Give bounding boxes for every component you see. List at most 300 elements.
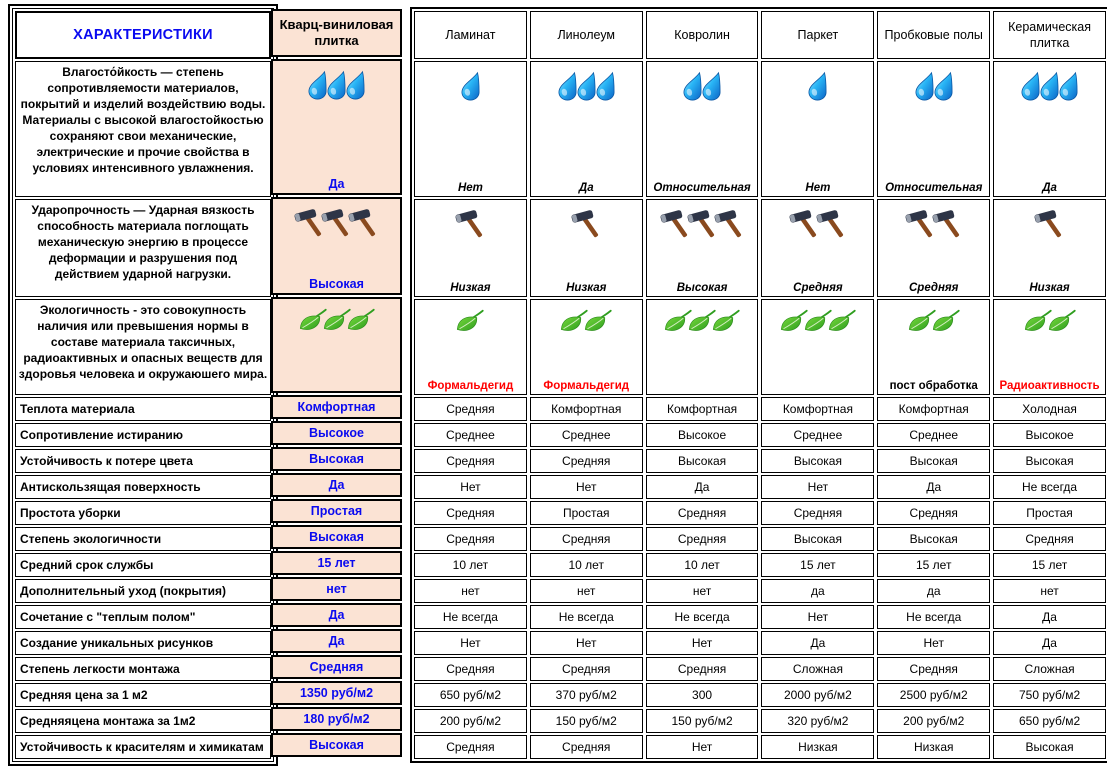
material-value-text: Да — [810, 636, 826, 650]
featured-value-cell — [271, 707, 402, 731]
material-value-text: Нет — [576, 636, 597, 650]
material-value-cell — [877, 501, 990, 525]
material-icon-caption: Средняя — [908, 282, 959, 294]
characteristic-label-text: Средняяцена монтажа за 1м2 — [20, 714, 196, 728]
water-drop-icon — [458, 71, 483, 101]
material-value-text: 2000 руб/м2 — [783, 688, 852, 702]
characteristic-label — [15, 605, 271, 629]
material-value-text: 200 руб/м2 — [439, 714, 501, 728]
material-value-text: Средняя — [1025, 532, 1074, 546]
material-value-cell — [993, 527, 1106, 551]
featured-value-text: Высокое — [309, 426, 364, 440]
material-value-cell — [530, 553, 643, 577]
material-value-text: Не всегда — [442, 610, 498, 624]
material-value-text: Средняя — [562, 740, 611, 754]
material-value-text: Средняя — [446, 506, 495, 520]
material-value-cell — [646, 449, 759, 473]
hammer-icon — [570, 209, 603, 242]
rating-icons — [808, 71, 827, 101]
featured-column-quartz-vinyl — [271, 9, 402, 757]
material-value-text: Нет — [923, 636, 944, 650]
material-value-text: 15 лет — [1031, 558, 1068, 572]
featured-value-text: Средняя — [309, 660, 364, 674]
material-value-cell — [414, 657, 527, 681]
material-value-text: Да — [694, 480, 710, 494]
material-value-text: Среднее — [793, 428, 843, 442]
material-value-text: 15 лет — [915, 558, 952, 572]
material-header-label: Паркет — [797, 27, 839, 42]
featured-value-text: нет — [326, 582, 347, 596]
material-value-cell — [530, 449, 643, 473]
featured-value-cell — [271, 681, 402, 705]
material-value-text: Среднее — [561, 428, 611, 442]
material-value-cell — [646, 501, 759, 525]
characteristic-description-eco — [15, 299, 271, 395]
material-icon-caption: Низкая — [566, 282, 607, 294]
materials-columns — [414, 11, 1106, 759]
material-value-text: Высокая — [1025, 454, 1074, 468]
characteristics-panel — [8, 4, 278, 766]
description-text: Влагосто́йкость — степень сопротивляемости материалов, покрытий и изделий воздействию воды. Материалы с высокой влагостойкостью сохраняют свои механические, электрические и прочие свойства в условиях интенсивного увлажнения. — [20, 65, 266, 175]
material-value-text: Низкая — [913, 740, 954, 754]
rating-icons — [662, 209, 743, 242]
material-value-cell — [414, 605, 527, 629]
featured-impact-cell — [271, 197, 402, 295]
material-moisture-cell — [646, 61, 759, 197]
material-value-cell — [761, 683, 874, 707]
material-eco-cell — [530, 299, 643, 395]
rating-icons — [308, 70, 365, 100]
material-impact-cell — [530, 199, 643, 297]
material-value-text: 150 руб/м2 — [555, 714, 617, 728]
material-value-cell — [993, 475, 1106, 499]
water-drop-icon — [805, 71, 830, 101]
featured-column-cells — [271, 9, 402, 757]
material-value-text: 300 — [692, 688, 713, 702]
material-header — [877, 11, 990, 59]
rating-icons — [1021, 71, 1078, 101]
material-column-Ковролин — [646, 11, 759, 759]
material-value-cell — [993, 501, 1106, 525]
material-value-text: Средняя — [677, 532, 727, 546]
material-value-text: 200 руб/м2 — [903, 714, 965, 728]
material-value-cell — [646, 579, 759, 603]
characteristic-label — [15, 631, 271, 655]
material-value-text: Средняя — [446, 662, 495, 676]
rating-icons — [558, 71, 615, 101]
material-icon-caption: пост обработка — [889, 380, 978, 392]
material-value-cell — [761, 475, 874, 499]
rating-icons — [791, 209, 845, 242]
material-value-text: Высокая — [909, 454, 958, 468]
rating-icons — [461, 71, 480, 101]
material-value-cell — [530, 397, 643, 421]
material-value-cell — [530, 501, 643, 525]
material-value-cell — [877, 423, 990, 447]
material-value-text: Высокая — [793, 532, 842, 546]
characteristics-rows — [15, 11, 271, 759]
material-value-text: Средняя — [677, 662, 727, 676]
material-moisture-cell — [993, 61, 1106, 197]
material-moisture-cell — [761, 61, 874, 197]
material-value-text: Нет — [460, 636, 481, 650]
rating-icons — [573, 209, 600, 242]
material-header-label: Линолеум — [557, 27, 616, 42]
material-value-text: Да — [926, 480, 942, 494]
characteristic-label-text: Степень легкости монтажа — [20, 662, 180, 676]
material-value-cell — [993, 631, 1106, 655]
material-value-cell — [761, 735, 874, 759]
material-value-cell — [877, 475, 990, 499]
rating-icons — [1036, 209, 1063, 242]
characteristic-label-text: Сопротивление истиранию — [20, 428, 184, 442]
characteristic-label-text: Средняя цена за 1 м2 — [20, 688, 148, 702]
material-value-cell — [414, 475, 527, 499]
material-value-cell — [530, 579, 643, 603]
material-value-text: нет — [461, 584, 480, 598]
material-value-text: Средняя — [446, 532, 495, 546]
hammer-icon — [815, 209, 848, 242]
leaf-icon — [827, 309, 857, 335]
water-drop-icon — [593, 71, 618, 101]
material-value-cell — [530, 683, 643, 707]
material-value-cell — [646, 657, 759, 681]
material-icon-caption: Формальдегид — [543, 380, 630, 392]
material-value-cell — [761, 579, 874, 603]
material-icon-caption: Нет — [805, 182, 831, 194]
material-value-text: Средняя — [909, 506, 958, 520]
material-value-text: Средняя — [562, 454, 611, 468]
material-column-Ламинат — [414, 11, 527, 759]
characteristic-description-impact — [15, 199, 271, 297]
material-value-text: Не всегда — [558, 610, 614, 624]
rating-icons — [458, 309, 482, 335]
featured-value-text: Да — [328, 478, 345, 492]
rating-icons — [915, 71, 953, 101]
material-eco-cell — [993, 299, 1106, 395]
material-value-text: Низкая — [798, 740, 838, 754]
material-icon-caption: Относительная — [653, 182, 751, 194]
material-header-label: Керамическая плитка — [1008, 19, 1091, 50]
characteristics-header — [15, 11, 271, 59]
material-value-cell — [646, 709, 759, 733]
material-value-text: Комфортная — [551, 402, 622, 416]
material-value-cell — [761, 709, 874, 733]
material-value-text: Высокая — [678, 454, 727, 468]
material-column-Паркет — [761, 11, 874, 759]
material-value-cell — [993, 553, 1106, 577]
material-value-cell — [414, 423, 527, 447]
leaf-icon — [931, 309, 961, 335]
material-value-cell — [993, 605, 1106, 629]
material-eco-cell — [877, 299, 990, 395]
material-header — [414, 11, 527, 59]
material-value-text: 2500 руб/м2 — [899, 688, 968, 702]
material-icon-caption: Относительная — [885, 182, 983, 194]
hammer-icon — [931, 209, 964, 242]
description-text: Ударопрочность — Ударная вязкость способность материала поглощать механическую энергию в процессе деформации и разрушения под действием ударной нагрузки. — [31, 203, 255, 281]
material-eco-cell — [414, 299, 527, 395]
material-value-text: Нет — [807, 480, 829, 494]
material-value-cell — [646, 605, 759, 629]
material-icon-caption: Формальдегид — [427, 380, 514, 392]
material-value-cell — [414, 397, 527, 421]
characteristic-label — [15, 527, 271, 551]
hammer-icon — [347, 208, 380, 241]
material-header — [993, 11, 1106, 59]
rating-icons — [683, 71, 721, 101]
hammer-icon — [454, 209, 487, 242]
material-value-text: Средняя — [446, 454, 495, 468]
featured-value-cell — [271, 525, 402, 549]
material-value-cell — [877, 709, 990, 733]
material-value-text: Комфортная — [898, 402, 969, 416]
material-value-cell — [646, 527, 759, 551]
material-value-cell — [761, 423, 874, 447]
material-value-text: Средняя — [446, 402, 495, 416]
material-value-cell — [530, 475, 643, 499]
characteristic-label-text: Сочетание с "теплым полом" — [20, 610, 196, 624]
featured-value-cell — [271, 395, 402, 419]
material-value-text: Высокое — [677, 428, 727, 442]
characteristic-label — [15, 423, 271, 447]
material-value-cell — [877, 527, 990, 551]
material-header — [530, 11, 643, 59]
characteristic-label — [15, 683, 271, 707]
material-value-cell — [877, 579, 990, 603]
water-drop-icon — [1056, 71, 1081, 101]
material-value-text: Простая — [1026, 506, 1073, 520]
material-value-text: Нет — [691, 740, 713, 754]
material-impact-cell — [646, 199, 759, 297]
material-value-cell — [646, 631, 759, 655]
material-icon-caption: Да — [578, 182, 594, 194]
material-impact-cell — [414, 199, 527, 297]
material-value-cell — [877, 735, 990, 759]
featured-value-cell — [271, 421, 402, 445]
material-value-text: да — [811, 584, 825, 598]
material-value-text: Средняя — [909, 662, 958, 676]
featured-icon-caption: Да — [328, 177, 345, 191]
leaf-icon — [346, 308, 376, 334]
characteristics-panel-inner — [12, 8, 274, 762]
description-text: Экологичность - это совокупность наличия или превышения нормы в составе материала таксичных, радиоактивных и опасных веществ для здоровья человека и окружаюшего мира. — [18, 303, 268, 381]
material-value-cell — [993, 657, 1106, 681]
material-value-text: Сложная — [792, 662, 843, 676]
material-value-cell — [414, 579, 527, 603]
material-value-text: Комфортная — [782, 402, 853, 416]
material-value-cell — [414, 527, 527, 551]
material-value-cell — [761, 631, 874, 655]
material-value-cell — [993, 709, 1106, 733]
material-moisture-cell — [414, 61, 527, 197]
material-value-text: Высокая — [1025, 740, 1074, 754]
hammer-icon — [1033, 209, 1066, 242]
material-value-cell — [646, 475, 759, 499]
water-drop-icon — [343, 70, 368, 100]
featured-value-text: Высокая — [309, 452, 364, 466]
featured-value-text: 15 лет — [317, 556, 356, 570]
leaf-icon — [1047, 309, 1077, 335]
material-value-text: Нет — [807, 610, 829, 624]
material-impact-cell — [877, 199, 990, 297]
material-value-text: Да — [1042, 636, 1057, 650]
material-value-text: 650 руб/м2 — [1018, 714, 1081, 728]
material-value-cell — [414, 631, 527, 655]
material-icon-caption: Радиоактивность — [999, 380, 1100, 392]
leaf-icon — [583, 309, 613, 335]
material-value-text: 150 руб/м2 — [671, 714, 733, 728]
material-value-cell — [761, 527, 874, 551]
material-icon-caption: Да — [1042, 182, 1057, 194]
material-value-text: 370 руб/м2 — [555, 688, 617, 702]
featured-column-header-label: Кварц-виниловая плитка — [279, 16, 394, 48]
material-icon-caption: Средняя — [793, 282, 843, 294]
material-value-cell — [761, 397, 874, 421]
material-value-text: нет — [577, 584, 596, 598]
featured-value-text: Да — [328, 608, 345, 622]
featured-value-cell — [271, 447, 402, 471]
characteristic-label — [15, 579, 271, 603]
featured-value-cell — [271, 577, 402, 601]
material-value-text: Холодная — [1022, 402, 1077, 416]
material-value-text: 10 лет — [452, 558, 489, 572]
material-column-Керамическая плитка — [993, 11, 1106, 759]
material-value-cell — [646, 683, 759, 707]
material-value-cell — [877, 631, 990, 655]
material-header-label: Ламинат — [445, 27, 496, 42]
material-value-text: Средняя — [793, 506, 843, 520]
featured-value-text: Комфортная — [297, 400, 376, 414]
characteristic-label — [15, 475, 271, 499]
material-value-cell — [761, 449, 874, 473]
featured-value-cell — [271, 473, 402, 497]
material-moisture-cell — [877, 61, 990, 197]
material-value-text: Да — [1042, 610, 1057, 624]
material-value-text: Средняя — [562, 532, 611, 546]
material-value-cell — [646, 553, 759, 577]
material-value-text: Высокое — [1025, 428, 1074, 442]
material-value-cell — [877, 605, 990, 629]
material-value-cell — [993, 449, 1106, 473]
material-column-Линолеум — [530, 11, 643, 759]
material-value-cell — [414, 709, 527, 733]
material-value-cell — [530, 527, 643, 551]
characteristic-label — [15, 735, 271, 759]
leaf-icon — [711, 309, 741, 335]
material-value-cell — [530, 631, 643, 655]
characteristic-label — [15, 657, 271, 681]
rating-icons — [910, 309, 958, 335]
rating-icons — [907, 209, 961, 242]
rating-icons — [1026, 309, 1074, 335]
featured-value-text: Высокая — [309, 530, 364, 544]
material-value-text: нет — [692, 584, 712, 598]
featured-value-cell — [271, 551, 402, 575]
material-value-cell — [877, 397, 990, 421]
material-header — [761, 11, 874, 59]
material-value-text: Высокая — [909, 532, 958, 546]
material-value-cell — [993, 579, 1106, 603]
leaf-icon — [455, 309, 485, 335]
featured-value-text: Простая — [310, 504, 363, 518]
material-value-text: Высокая — [793, 454, 842, 468]
characteristic-label — [15, 553, 271, 577]
material-icon-caption: Низкая — [1029, 282, 1070, 294]
characteristic-label-text: Устойчивость к потере цвета — [20, 454, 193, 468]
material-value-cell — [761, 605, 874, 629]
characteristic-label — [15, 449, 271, 473]
material-value-text: Сложная — [1024, 662, 1075, 676]
material-impact-cell — [993, 199, 1106, 297]
water-drop-icon — [699, 71, 724, 101]
rating-icons — [562, 309, 610, 335]
characteristic-label-text: Средний срок службы — [20, 558, 154, 572]
material-header-label: Ковролин — [674, 27, 730, 42]
featured-icon-caption: Высокая — [309, 277, 364, 291]
characteristics-header-label: ХАРАКТЕРИСТИКИ — [73, 27, 213, 43]
material-value-text: Среднее — [909, 428, 959, 442]
material-value-cell — [993, 423, 1106, 447]
material-value-cell — [414, 683, 527, 707]
characteristic-label-text: Антискользящая поверхность — [20, 480, 201, 494]
characteristic-label-text: Дополнительный уход (покрытия) — [20, 584, 227, 598]
material-value-text: Не всегда — [1022, 480, 1078, 494]
characteristic-label-text: Степень экологичности — [20, 532, 162, 546]
featured-value-cell — [271, 629, 402, 653]
material-value-cell — [530, 605, 643, 629]
material-value-cell — [993, 683, 1106, 707]
material-header — [646, 11, 759, 59]
material-value-cell — [646, 735, 759, 759]
material-icon-caption: Низкая — [450, 282, 491, 294]
featured-value-text: 180 руб/м2 — [303, 712, 370, 726]
characteristic-label — [15, 709, 271, 733]
material-icon-caption: Высокая — [676, 282, 728, 294]
material-value-cell — [530, 657, 643, 681]
material-value-text: Нет — [576, 480, 597, 494]
material-value-cell — [993, 397, 1106, 421]
material-value-text: 15 лет — [800, 558, 836, 572]
featured-value-cell — [271, 655, 402, 679]
featured-value-text: 1350 руб/м2 — [299, 686, 374, 700]
material-value-cell — [877, 553, 990, 577]
featured-value-cell — [271, 733, 402, 757]
characteristic-label-text: Простота уборки — [20, 506, 121, 520]
material-value-cell — [761, 657, 874, 681]
material-value-cell — [877, 657, 990, 681]
material-value-text: Комфортная — [666, 402, 738, 416]
featured-column-header — [271, 9, 402, 57]
material-value-cell — [414, 501, 527, 525]
material-value-cell — [761, 501, 874, 525]
rating-icons — [457, 209, 484, 242]
material-value-text: Средняя — [446, 740, 495, 754]
material-value-text: Не всегда — [906, 610, 962, 624]
characteristic-label-text: Устойчивость к красителям и химикатам — [20, 740, 264, 754]
characteristic-label — [15, 501, 271, 525]
rating-icons — [301, 308, 373, 334]
rating-icons — [782, 309, 854, 335]
material-value-cell — [530, 735, 643, 759]
material-value-cell — [530, 709, 643, 733]
material-header-label: Пробковые полы — [884, 27, 983, 42]
featured-moisture-cell — [271, 59, 402, 195]
material-value-cell — [761, 553, 874, 577]
material-value-text: Нет — [460, 480, 481, 494]
material-value-text: Простая — [562, 506, 610, 520]
material-value-cell — [646, 423, 759, 447]
